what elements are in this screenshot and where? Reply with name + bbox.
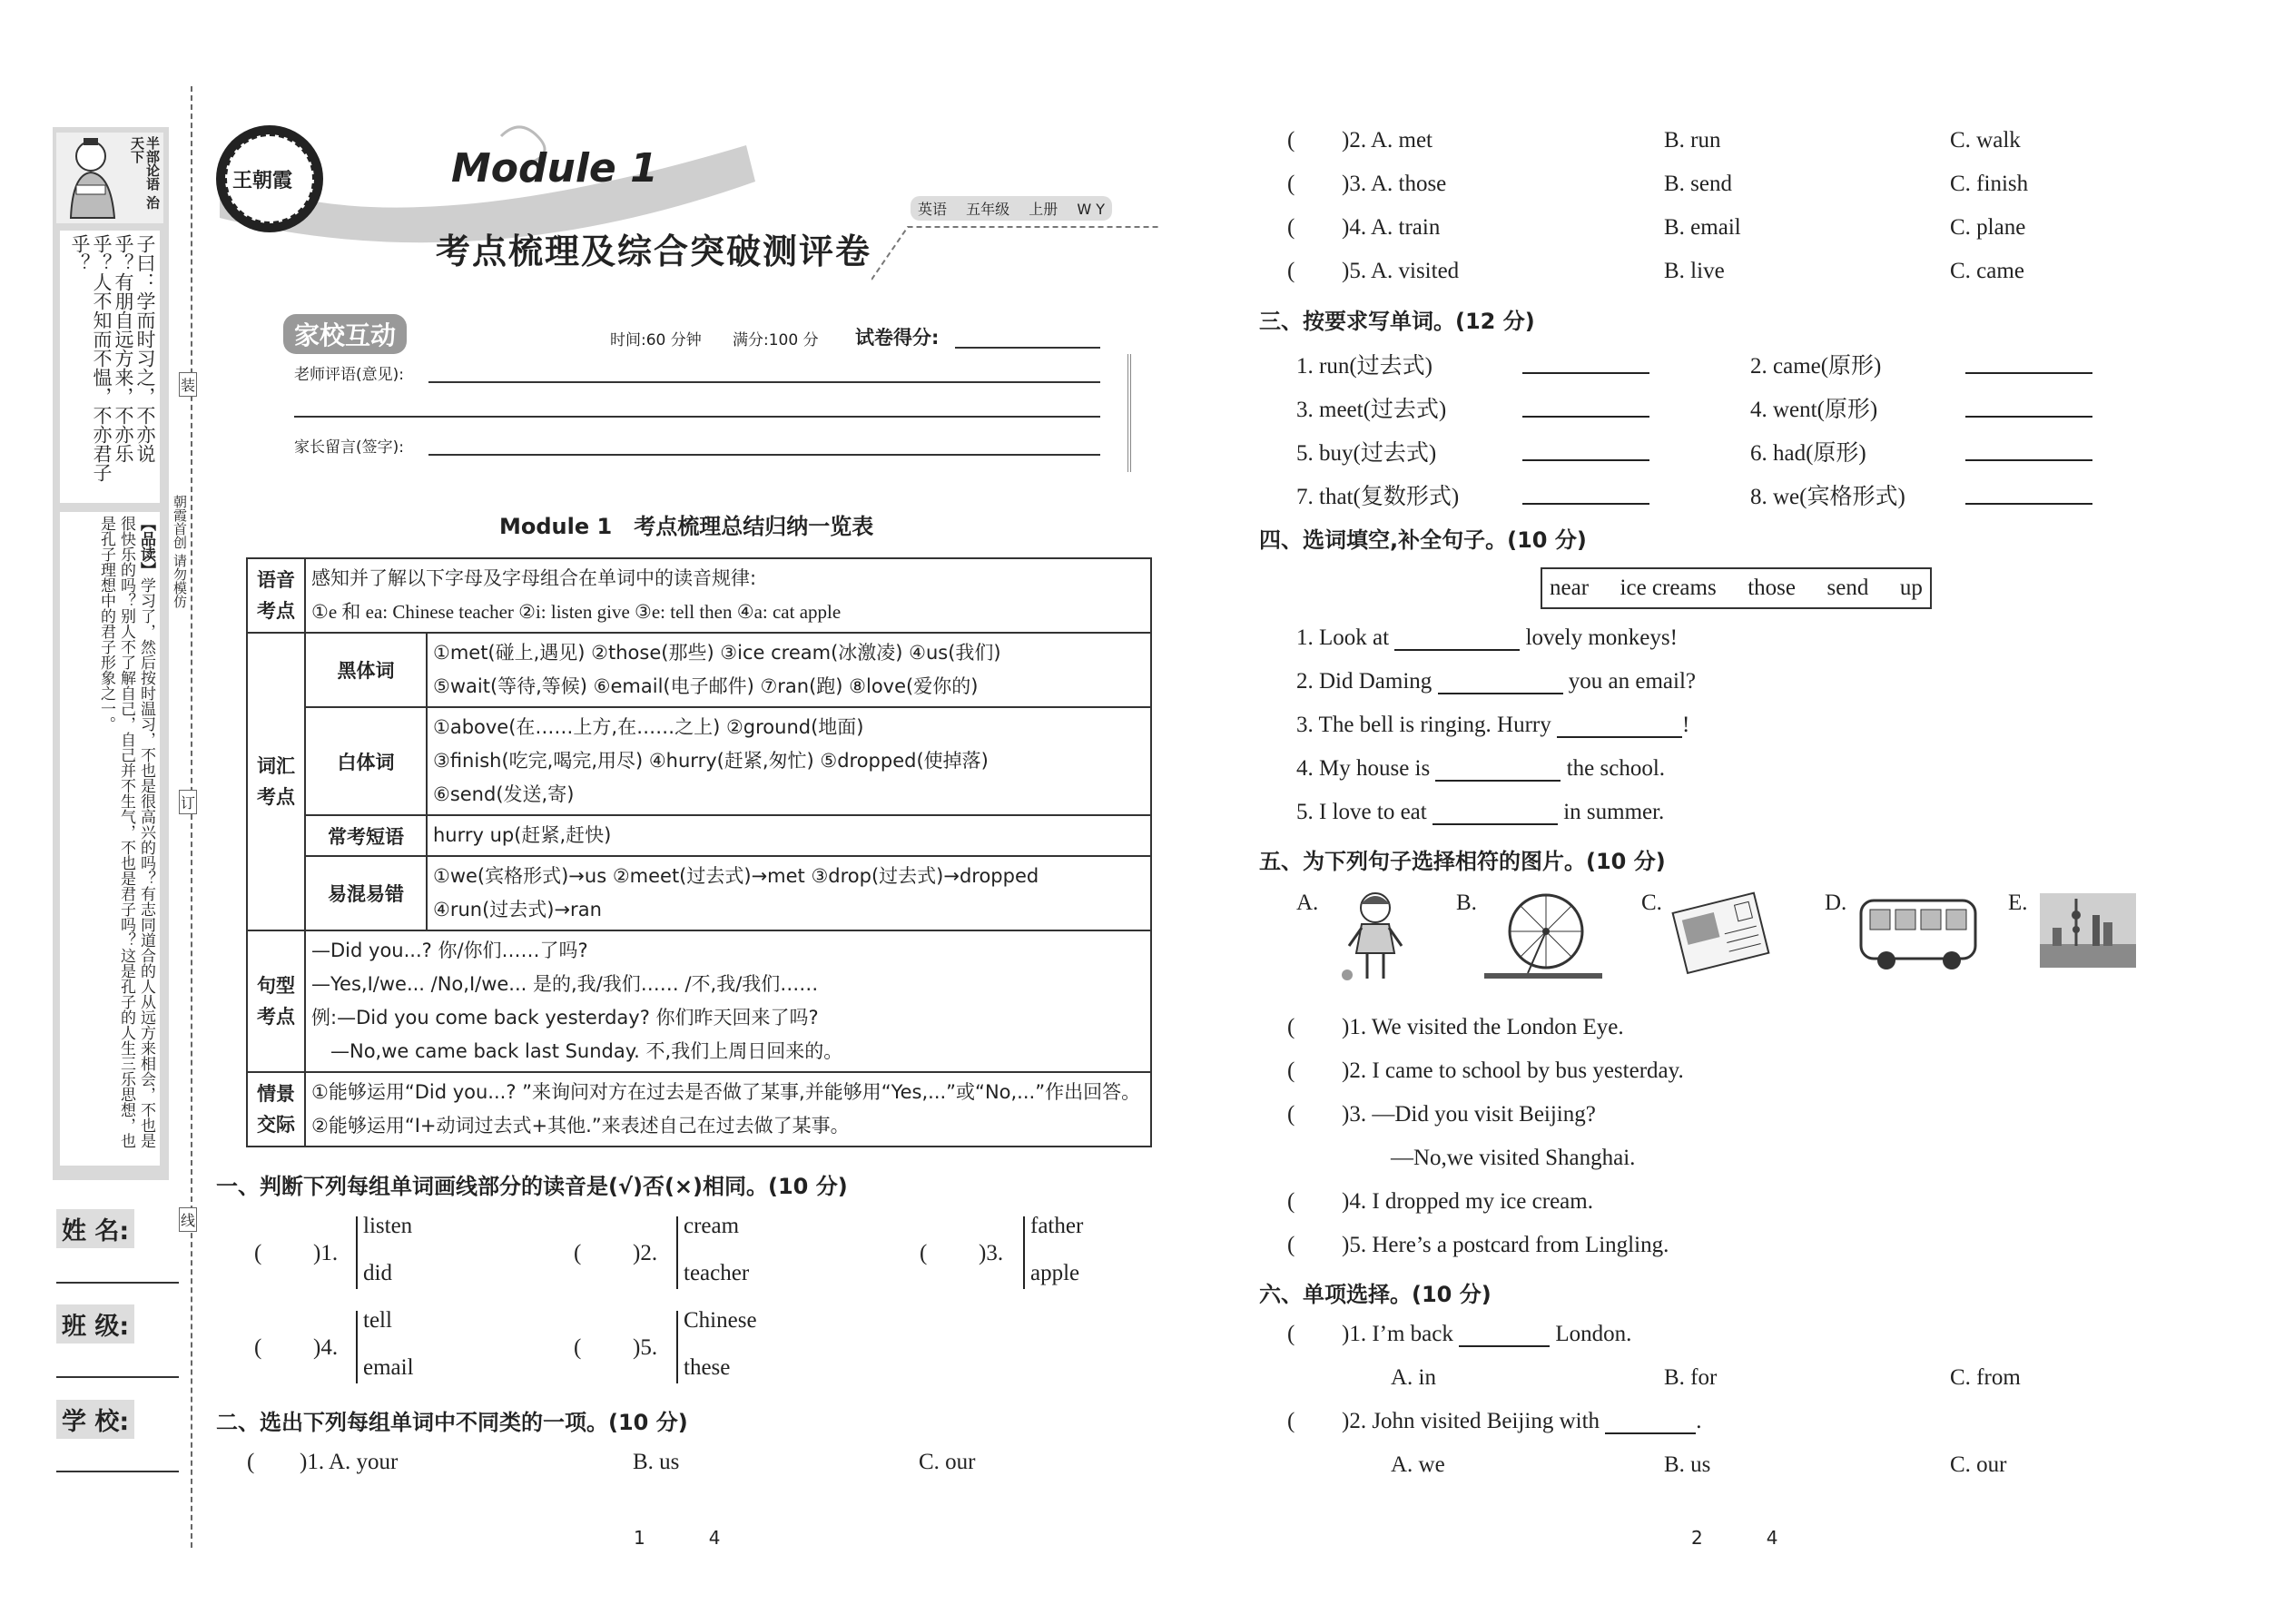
s1-word-top: Chinese [684, 1308, 757, 1333]
section6-title: 六、单项选择。(10 分) [1259, 1282, 1492, 1307]
s3-item-2: 2. came(原形) [1750, 354, 1882, 379]
plain-words-line-2: ③finish(吃完,喝完,用尽) ④hurry(赶紧,匆忙) ⑤dropped(使掉落) [433, 750, 989, 772]
summary-table [246, 557, 1152, 1147]
word-bracket [1023, 1216, 1029, 1289]
sidebar-comment-box [60, 512, 160, 1166]
page-total: 4 [1766, 1527, 1778, 1549]
s4-blank[interactable] [1557, 736, 1682, 738]
plain-words-line-3: ⑥send(发送,寄) [433, 783, 575, 805]
s4-blank[interactable] [1394, 649, 1520, 651]
answer-paren[interactable]: ( [1287, 128, 1295, 153]
bold-words-cell [427, 633, 1151, 707]
s3-item-4: 4. went(原形) [1750, 398, 1878, 422]
s4-post: lovely monkeys! [1525, 625, 1678, 650]
confuse-cell [427, 856, 1151, 930]
tag-grade: 五年级 [966, 201, 1010, 218]
answer-paren[interactable]: ( [920, 1241, 928, 1265]
page-num: 1 [634, 1527, 645, 1549]
bold-words-line-1: ①met(碰上,遇见) ②those(那些) ③ice cream(冰激凌) ④us(我们) [433, 642, 1001, 664]
option-c: C. walk [1950, 128, 2021, 153]
copyright-note: 朝霞首创 请勿模仿 [172, 495, 188, 608]
section5-title: 五、为下列句子选择相符的图片。(10 分) [1259, 849, 1666, 874]
s3-item-5: 5. buy(过去式) [1296, 441, 1437, 466]
motto-line-1: 半部论语 [144, 136, 161, 191]
option-b: B. run [1664, 128, 1721, 153]
communication-line-1: ①能够运用“Did you...? ”来询问对方在过去是否做了某事,并能够用“Yes,...”或“No,...”作出回答。 [311, 1081, 1141, 1103]
parent-comment-label: 家长留言(签字): [294, 438, 404, 457]
brand-logo-text: 王朝霞 [232, 170, 293, 192]
sentence-row [247, 930, 1151, 1072]
name-field[interactable] [56, 1282, 179, 1284]
s4-pre: 5. I love to eat [1296, 800, 1427, 824]
word-bank-item: those [1748, 576, 1796, 600]
s4-item-5 [1296, 800, 1664, 825]
home-school-banner: 家校互动 [283, 314, 407, 354]
word-bank-box [1541, 567, 1932, 609]
s4-post: in summer. [1563, 800, 1665, 824]
plain-words-cell [427, 707, 1151, 815]
s4-pre: 2. Did Daming [1296, 669, 1433, 694]
cut-mark-1: 装 [179, 372, 197, 397]
confuse-head: 易混易错 [305, 856, 427, 930]
word-bracket [676, 1216, 682, 1289]
teacher-comment-field-2[interactable] [294, 416, 1100, 418]
s3-item-7: 7. that(复数形式) [1296, 485, 1460, 509]
s1-word-top: listen [363, 1214, 413, 1238]
s5-text: )5. Here’s a postcard from Lingling. [1342, 1233, 1669, 1257]
answer-paren[interactable]: ( [1287, 215, 1295, 240]
option-a: A. we [1391, 1452, 1445, 1477]
picture-label-b: B. [1456, 891, 1477, 915]
school-label: 学 校: [56, 1400, 134, 1439]
option-a: )3. A. those [1342, 172, 1447, 196]
sentence-line-4: —No,we came back last Sunday. 不,我们上周日回来的。 [311, 1040, 843, 1062]
header-divider [871, 218, 1162, 281]
sentence-line-3: 例:—Did you come back yesterday? 你们昨天回来了吗? [311, 1007, 819, 1029]
section3-title: 三、按要求写单词。(12 分) [1259, 309, 1535, 334]
phrase-row [247, 815, 1151, 856]
s3-blank-7[interactable] [1522, 503, 1649, 505]
postcard-icon [1670, 890, 1770, 980]
word-bank-item: up [1899, 576, 1923, 600]
plain-words-head: 白体词 [305, 707, 427, 815]
exam-subtitle: 考点梳理及综合突破测评卷 [436, 231, 872, 271]
s4-post: ! [1682, 713, 1690, 737]
option-b: B. live [1664, 259, 1725, 283]
confucius-figure-icon [60, 134, 123, 221]
s1-word-bottom: teacher [684, 1261, 750, 1285]
phrase-text: hurry up(赶紧,赶快) [433, 824, 612, 846]
parent-comment-field[interactable] [428, 454, 1100, 456]
cut-mark-3: 线 [179, 1207, 197, 1232]
answer-paren[interactable]: ( [574, 1335, 582, 1360]
confuse-line-2: ④run(过去式)→ran [433, 899, 602, 920]
class-label: 班 级: [56, 1304, 134, 1343]
communication-row [247, 1072, 1151, 1147]
phonics-cell [305, 558, 1151, 633]
box-rule-right [1127, 354, 1131, 472]
option-b: B. send [1664, 172, 1732, 196]
s6-q2-stem [1342, 1409, 1702, 1434]
s4-pre: 1. Look at [1296, 625, 1390, 650]
sentence-line-2: —Yes,I/we... /No,I/we... 是的,我/我们…… /不,我/我们…… [311, 973, 819, 995]
s3-item-8: 8. we(宾格形式) [1750, 485, 1905, 509]
s4-blank[interactable] [1435, 780, 1561, 782]
s4-pre: 3. The bell is ringing. Hurry [1296, 713, 1551, 737]
answer-paren[interactable]: ( [1287, 1102, 1295, 1127]
section4-title: 四、选词填空,补全句子。(10 分) [1259, 527, 1587, 553]
option-c: C. came [1950, 259, 2024, 283]
phonics-head: 语音考点 [247, 558, 305, 633]
s4-blank[interactable] [1433, 823, 1558, 825]
confuse-line-1: ①we(宾格形式)→us ②meet(过去式)→met ③drop(过去式)→dropped [433, 865, 1039, 887]
answer-paren[interactable]: ( [1287, 172, 1295, 196]
option-a: A. in [1391, 1365, 1436, 1390]
s1-word-top: father [1030, 1214, 1084, 1238]
confuse-row [247, 856, 1151, 930]
s1-num: )5. [633, 1335, 658, 1360]
option-c: C. our [1950, 1452, 2007, 1477]
option-b: B. for [1664, 1365, 1718, 1390]
option-a: )4. A. train [1342, 215, 1441, 240]
option-a: )2. A. met [1342, 128, 1433, 153]
book-motto [129, 136, 160, 222]
answer-paren[interactable]: ( [1287, 1409, 1295, 1433]
s1-word-bottom: did [363, 1261, 392, 1285]
phrase-head: 常考短语 [305, 815, 427, 856]
answer-paren[interactable]: ( [1287, 1322, 1295, 1346]
brand-logo [216, 125, 323, 232]
comment-text: 学习了，然后按时温习，不也是很高兴的吗？有志同道合的人从远方来相会，不也是很快乐的吗？别人不了解自己，自己并不生气，不也是君子吗？这是孔子的人生三乐思想，也是孔子理想中的君子形象之一。 [97, 516, 155, 1148]
page-total: 4 [708, 1527, 721, 1549]
section1-title: 一、判断下列每组单词画线部分的读音是(√)否(×)相同。(10 分) [216, 1174, 848, 1199]
phrase-cell [427, 815, 1151, 856]
s4-post: you an email? [1568, 669, 1697, 694]
s5-text: )3. —Did you visit Beijing? [1342, 1102, 1596, 1127]
word-bank-item: send [1826, 576, 1869, 600]
s2-q1-a: )1. A. your [300, 1450, 399, 1474]
answer-paren[interactable]: ( [1287, 1015, 1295, 1039]
s3-item-1: 1. run(过去式) [1296, 354, 1433, 379]
s6-q1-stem [1342, 1322, 1631, 1347]
option-b: B. email [1664, 215, 1741, 240]
s5-text-cont: —No,we visited Shanghai. [1391, 1146, 1636, 1170]
word-bank-item: ice creams [1620, 576, 1717, 600]
option-a: )5. A. visited [1342, 259, 1460, 283]
comment-label: 【品读】 [137, 516, 155, 577]
s3-blank-2[interactable] [1965, 372, 2092, 374]
s4-post: the school. [1566, 756, 1666, 781]
s1-word-bottom: apple [1030, 1261, 1080, 1285]
option-c: C. plane [1950, 215, 2026, 240]
bus-icon [1854, 893, 1981, 975]
time-info: 时间:60 分钟 [610, 331, 702, 349]
s3-blank-1[interactable] [1522, 372, 1649, 374]
s1-num: )2. [633, 1241, 658, 1265]
motto-line-2: 治天下 [129, 136, 161, 210]
page-num: 2 [1691, 1527, 1703, 1549]
s4-item-2 [1296, 669, 1696, 694]
phonics-items: ①e 和 ea: Chinese teacher ②i: listen give ③e: tell then ④a: cat apple [311, 601, 842, 623]
communication-line-2: ②能够运用“I+动词过去式+其他.”来表述自己在过去做了某事。 [311, 1115, 850, 1137]
vocab-head: 词汇考点 [247, 633, 305, 930]
word-bracket [356, 1216, 361, 1289]
answer-paren[interactable]: ( [254, 1241, 262, 1265]
answer-paren[interactable]: ( [254, 1335, 262, 1360]
grade-tag [911, 196, 1112, 221]
s3-item-6: 6. had(原形) [1750, 441, 1866, 466]
plain-words-row [247, 707, 1151, 815]
teacher-comment-field[interactable] [428, 381, 1100, 383]
sentence-line-1: —Did you...? 你/你们……了吗? [311, 940, 588, 961]
phonics-intro: 感知并了解以下字母及字母组合在单词中的读音规律: [311, 567, 757, 589]
s1-word-top: cream [684, 1214, 740, 1238]
s4-pre: 4. My house is [1296, 756, 1431, 781]
name-label: 姓 名: [56, 1209, 134, 1248]
s6-blank[interactable] [1459, 1345, 1550, 1347]
score-field[interactable] [955, 347, 1100, 349]
shanghai-skyline-icon [2040, 893, 2136, 968]
phonics-row [247, 558, 1151, 633]
stem-end: . [1696, 1409, 1702, 1433]
bold-words-line-2: ⑤wait(等待,等候) ⑥email(电子邮件) ⑦ran(跑) ⑧love(爱你的) [433, 675, 979, 697]
word-bank-item: near [1550, 576, 1590, 600]
sidebar-portrait-box [56, 133, 163, 223]
s3-blank-4[interactable] [1965, 416, 2092, 418]
s1-num: )3. [979, 1241, 1004, 1265]
sentence-cell [305, 930, 1151, 1072]
plain-words-line-1: ①above(在……上方,在……之上) ②ground(地面) [433, 716, 864, 738]
summary-title: Module 1 考点梳理总结归纳一览表 [499, 514, 874, 539]
s3-blank-5[interactable] [1522, 459, 1649, 461]
picture-label-c: C. [1641, 891, 1662, 915]
tag-term: 上册 [1029, 201, 1058, 218]
answer-paren[interactable]: ( [1287, 259, 1295, 283]
sentence-head: 句型考点 [247, 930, 305, 1072]
answer-paren[interactable]: ( [1287, 1233, 1295, 1257]
option-c: C. finish [1950, 172, 2029, 196]
s6-blank[interactable] [1605, 1432, 1696, 1434]
s5-text: )4. I dropped my ice cream. [1342, 1189, 1593, 1214]
teacher-comment-label: 老师评语(意见): [294, 366, 404, 384]
home-school-box [238, 309, 1146, 472]
s5-text: )2. I came to school by bus yesterday. [1342, 1058, 1684, 1083]
girl-with-dropped-ice-cream-icon [1334, 888, 1416, 988]
school-field[interactable] [56, 1471, 179, 1472]
answer-paren[interactable]: ( [1287, 1189, 1295, 1214]
option-c: C. from [1950, 1365, 2021, 1390]
score-info: 满分:100 分 [733, 331, 819, 349]
tag-subject: 英语 [918, 201, 948, 218]
sidebar-quote: 子曰：学而时习之，不亦说乎？有朋自远方来，不亦乐乎？人不知而不愠，不亦君子乎？ [60, 231, 160, 503]
s3-blank-3[interactable] [1522, 416, 1649, 418]
s3-item-3: 3. meet(过去式) [1296, 398, 1447, 422]
stem-start: )1. I’m back [1342, 1322, 1453, 1346]
answer-paren[interactable]: ( [574, 1241, 582, 1265]
picture-label-d: D. [1825, 891, 1847, 915]
page-number-right [1691, 1527, 1777, 1549]
ferris-wheel-london-eye-icon [1484, 890, 1602, 980]
module-title: Module 1 [451, 145, 658, 192]
bold-words-row [247, 633, 1151, 707]
s3-blank-6[interactable] [1965, 459, 2092, 461]
stem-start: )2. John visited Beijing with [1342, 1409, 1600, 1433]
s4-item-1 [1296, 625, 1678, 651]
picture-label-e: E. [2008, 891, 2028, 915]
s4-item-4 [1296, 756, 1665, 782]
s5-text: )1. We visited the London Eye. [1342, 1015, 1624, 1039]
s2-q1-b: B. us [633, 1450, 680, 1474]
s3-blank-8[interactable] [1965, 503, 2092, 505]
cut-line [191, 86, 192, 1548]
cut-mark-2: 订 [179, 790, 197, 814]
s1-num: )4. [313, 1335, 339, 1360]
option-b: B. us [1664, 1452, 1711, 1477]
page-number-left [634, 1527, 720, 1549]
s1-num: )1. [313, 1241, 339, 1265]
s1-word-top: tell [363, 1308, 392, 1333]
class-field[interactable] [56, 1376, 179, 1378]
word-bracket [356, 1311, 361, 1383]
s2-q1-paren[interactable]: ( [247, 1450, 255, 1474]
tag-edition: W Y [1077, 201, 1106, 218]
s4-item-3 [1296, 713, 1689, 738]
s1-word-bottom: these [684, 1355, 731, 1380]
picture-label-a: A. [1296, 891, 1319, 915]
communication-head: 情景交际 [247, 1072, 305, 1147]
stem-end: London. [1555, 1322, 1632, 1346]
answer-paren[interactable]: ( [1287, 1058, 1295, 1083]
communication-cell [305, 1072, 1151, 1147]
section2-title: 二、选出下列每组单词中不同类的一项。(10 分) [216, 1410, 688, 1435]
s1-word-bottom: email [363, 1355, 414, 1380]
word-bracket [676, 1311, 682, 1383]
s2-q1-c: C. our [919, 1450, 976, 1474]
bold-words-head: 黑体词 [305, 633, 427, 707]
score-label: 试卷得分: [855, 327, 940, 349]
s4-blank[interactable] [1438, 693, 1563, 694]
